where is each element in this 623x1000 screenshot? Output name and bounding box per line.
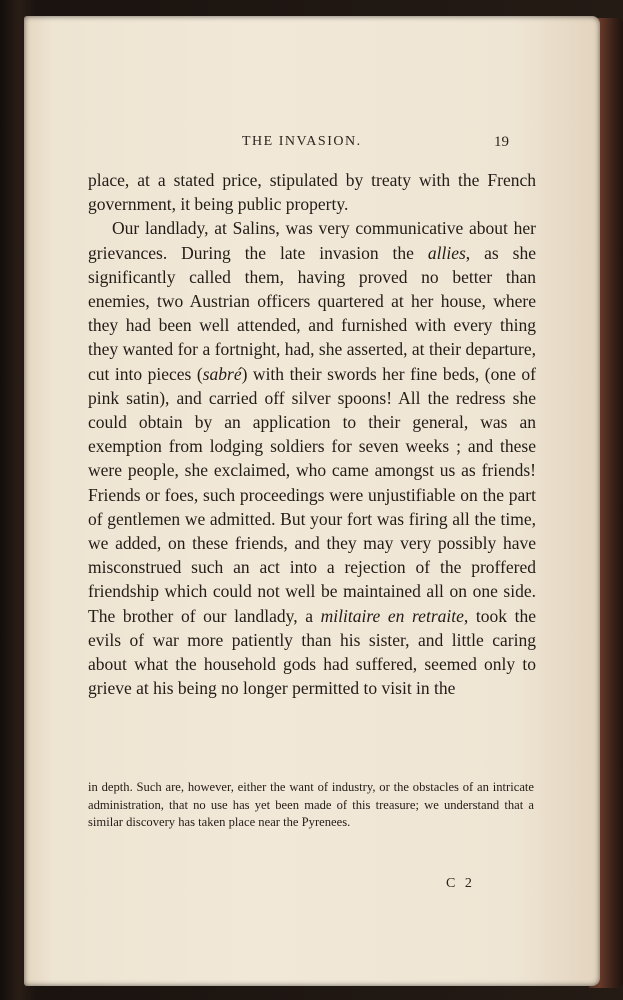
paragraph [88,216,536,700]
text-run: , took the evils of war more patiently than his sister, and little caring about what the household gods had suffered, seemed only to grieve at his being no longer permitted to visit in the [88,605,536,699]
page-number: 19 [494,134,509,150]
book-page [24,16,600,986]
footnote: in depth. Such are, however, either the want of industry, or the obstacles of an intricate administration, that no use has yet been made of this treasure; we understand that a similar discovery has taken place near the Pyrenees. [88,780,534,830]
text-run: Our landlady, at Salins, was very communicative about her grievances. During the late invasion the [88,218,536,263]
italic-text: allies [427,242,466,263]
text-run: place, at a stated price, stipulated by treaty with the French government, it being public property. [88,170,536,215]
italic-text: militaire en retraite [320,605,464,626]
italic-text: sabré [202,363,242,384]
signature-mark: C 2 [446,876,475,891]
paragraph [88,168,536,216]
body-text [88,168,536,700]
running-head: THE INVASION. [242,134,362,149]
text-run: ) with their swords her fine beds, (one of pink satin), and carried off silver spoons! All the redress she could obtain by an application to their general, was an exemption from lodging soldiers for seven weeks ; and these were people, she exclaimed, who came amongst us as friends! Friends or foes, such proceedings were unjustifiable on the part of gentlemen we admitted. But your fort was firing all the time, we added, on these friends, and they may very possibly have misconstrued such an act into a rejection of the proffered friendship which could not well be maintained all on one side. The brother of our landlady, a [88,363,536,626]
page-header [24,134,600,156]
text-run: , as she significantly called them, having proved no better than enemies, two Austrian officers quartered at her house, where they had been well attended, and furnished with every thing they wanted for a fortnight, had, she asserted, at their departure, cut into pieces ( [88,242,537,384]
